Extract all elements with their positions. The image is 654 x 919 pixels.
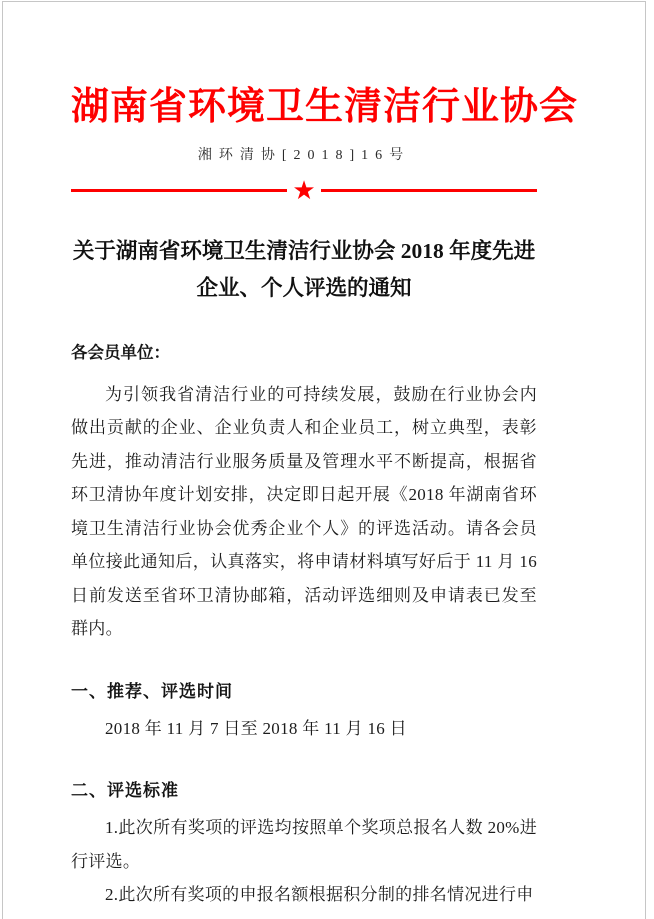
section-1-item-1: 2018 年 11 月 7 日至 2018 年 11 月 16 日 — [105, 718, 407, 738]
star-icon: ★ — [292, 175, 316, 206]
document-page — [2, 1, 646, 919]
org-title: 湖南省环境卫生清洁行业协会 — [71, 86, 579, 128]
document-title-line1: 关于湖南省环境卫生清洁行业协会 2018 年度先进 — [72, 238, 536, 263]
intro-paragraph: 为引领我省清洁行业的可持续发展，鼓励在行业协会内做出贡献的企业、企业负责人和企业员工，树立典型，表彰先进，推动清洁行业服务质量及管理水平不断提高，根据省环卫清协年度计划安排，决定即日起开展《2018 年湖南省环境卫生清洁行业协会优秀企业个人》的评选活动。请各会员单位接此通知后，认真落实，将申请材料填写好后于 11 月 16 日前发送至省环卫清协邮箱，活动评选细则及申请表已发至群内。 — [71, 384, 537, 638]
section-heading-1: 一、推荐、评选时间 — [71, 681, 233, 701]
salutation: 各会员单位： — [71, 343, 170, 362]
section-2-item-2: 2.此次所有奖项的申报名额根据积分制的排名情况进行申 — [105, 885, 534, 904]
red-divider — [71, 175, 537, 206]
divider-line-left — [71, 189, 287, 192]
section-heading-2: 二、评选标准 — [71, 781, 179, 800]
document-title-line2: 企业、个人评选的通知 — [196, 275, 412, 300]
document-content — [71, 2, 579, 912]
section-2-item-1: 1.此次所有奖项的评选均按照单个奖项总报名人数 20%进行评选。 — [71, 818, 537, 871]
doc-number: 湘环清协[2018]16号 — [197, 147, 411, 163]
divider-line-right — [321, 189, 537, 192]
document-title — [71, 233, 537, 307]
